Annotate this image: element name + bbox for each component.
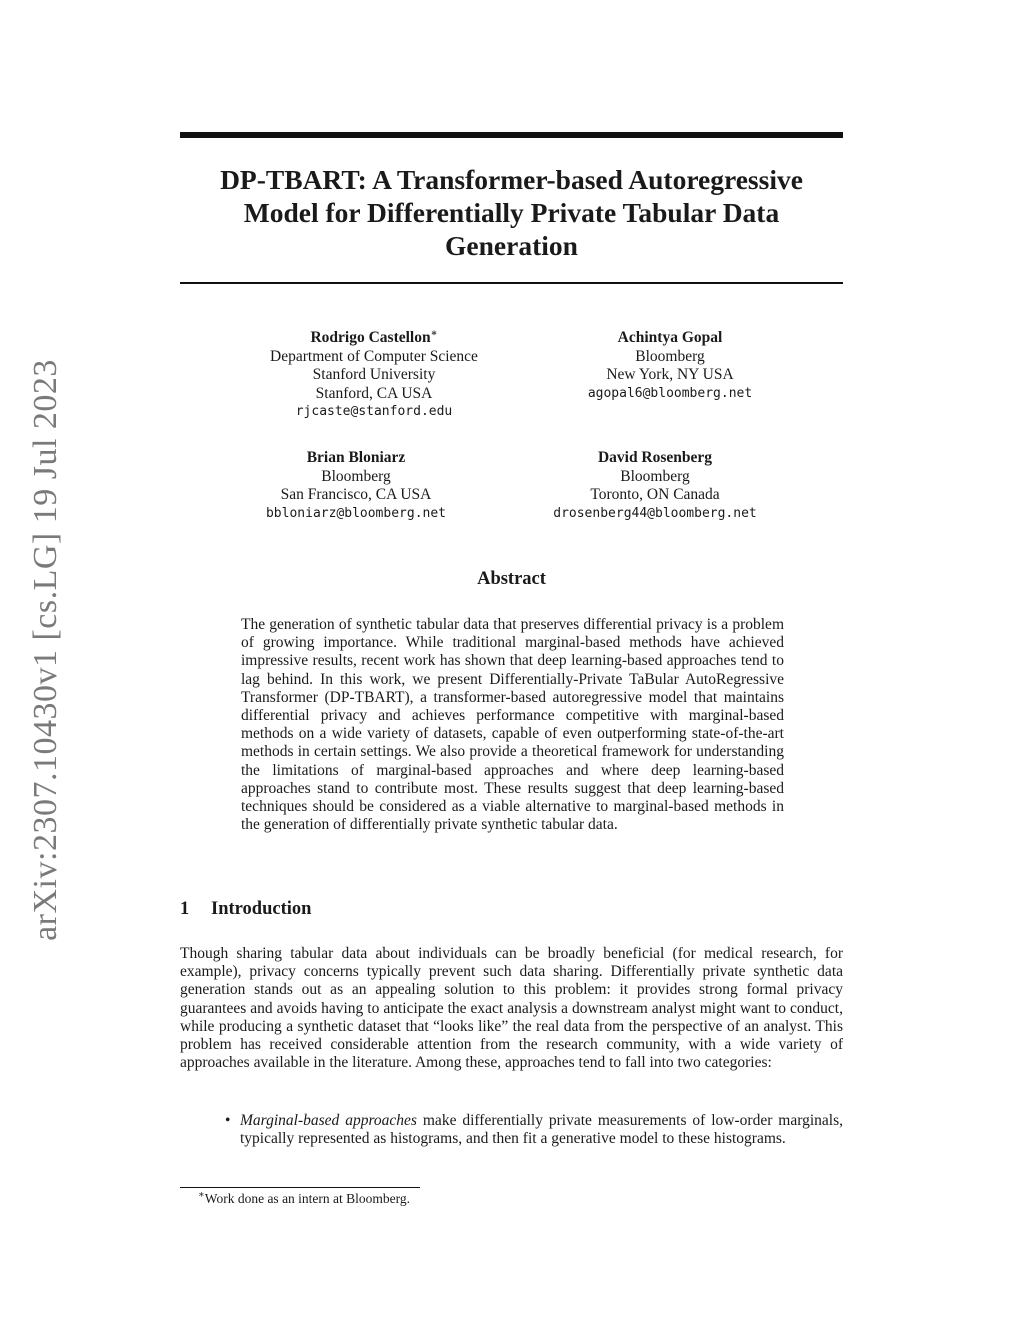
paper-title: DP-TBART: A Transformer-based Autoregressive Model for Differentially Private Tabular Data Generation <box>220 164 803 261</box>
footnote-text: Work done as an intern at Bloomberg. <box>204 1191 411 1206</box>
title-top-rule <box>180 132 843 138</box>
author-organization: Bloomberg <box>620 467 690 485</box>
author-email: agopal6@bloomberg.net <box>587 385 753 401</box>
author-name: David Rosenberg <box>597 449 713 466</box>
list-item-body: make differentially private measurements of low-order marginals, typically represented as histograms, and then fit a generative model to these histograms. <box>240 1112 843 1148</box>
footnote <box>198 1191 410 1207</box>
list-item <box>180 1112 843 1148</box>
author-location: New York, NY USA <box>606 366 734 383</box>
author-name: Brian Bloniarz <box>306 449 406 466</box>
section-number: 1 <box>180 899 190 919</box>
footnote-mark: ∗ <box>198 1189 205 1201</box>
author-name: Rodrigo Castellon∗ <box>310 327 438 346</box>
intro-paragraph: Though sharing tabular data about individuals can be broadly beneficial (for medical research, for example), privacy concerns typically prevent such data sharing. Differentially private synthetic data generation stands out as an appealing solution to this problem: it provides strong formal privacy guarantees and avoids having to anticipate the exact analysis a downstream analyst might want to conduct, while producing a synthetic dataset that “looks like” the real data from the perspective of an analyst. This problem has received considerable attention from the research community, with a wide variety of approaches available in the literature. Among these, approaches tend to fall into two categories: <box>180 945 843 1072</box>
bullet-icon: • <box>225 1112 231 1129</box>
author-location: Toronto, ON Canada <box>590 486 720 503</box>
author-organization: Bloomberg <box>321 467 391 485</box>
author-location: Stanford, CA USA <box>315 384 433 402</box>
abstract-body: The generation of synthetic tabular data that preserves differential privacy is a problem of growing importance. While traditional marginal-based methods have achieved impressive results, recent work has shown that deep learning-based approaches tend to lag behind. In this work, we present Differentially-Private TaBular AutoRegressive Transformer (DP-TBART), a transformer-based autoregressive model that maintains differential privacy and achieves performance competitive with marginal-based methods on a wide variety of datasets, capable of even outperforming state-of-the-art methods in certain settings. We also provide a theoretical framework for understanding the limitations of marginal-based approaches and where deep learning-based approaches stand to contribute most. These results suggest that deep learning-based techniques should be considered as a viable alternative to marginal-based methods in the generation of differentially private synthetic tabular data. <box>241 616 784 834</box>
author-email: rjcaste@stanford.edu <box>295 404 453 419</box>
list-item-emphasis: Marginal-based approaches <box>240 1112 417 1129</box>
author-affiliation: Department of Computer Science <box>270 347 478 365</box>
author-name: Achintya Gopal <box>617 329 723 346</box>
author-email: drosenberg44@bloomberg.net <box>553 505 757 521</box>
author-block <box>191 449 521 523</box>
list-item-text <box>240 1112 843 1148</box>
author-block <box>490 449 820 523</box>
footnote-rule <box>180 1187 420 1188</box>
author-email: bbloniarz@bloomberg.net <box>265 505 446 521</box>
title-bottom-rule <box>180 282 843 284</box>
author-block <box>209 329 539 422</box>
arxiv-identifier: arXiv:2307.10430v1 [cs.LG] 19 Jul 2023 <box>27 359 64 941</box>
section-title: Introduction <box>211 899 312 919</box>
author-organization: Stanford University <box>312 366 436 383</box>
abstract-heading: Abstract <box>477 569 546 589</box>
author-block <box>505 329 835 403</box>
section-heading <box>180 899 311 920</box>
footnote-mark: ∗ <box>430 327 438 339</box>
author-organization: Bloomberg <box>635 347 705 365</box>
author-location: San Francisco, CA USA <box>280 486 432 503</box>
